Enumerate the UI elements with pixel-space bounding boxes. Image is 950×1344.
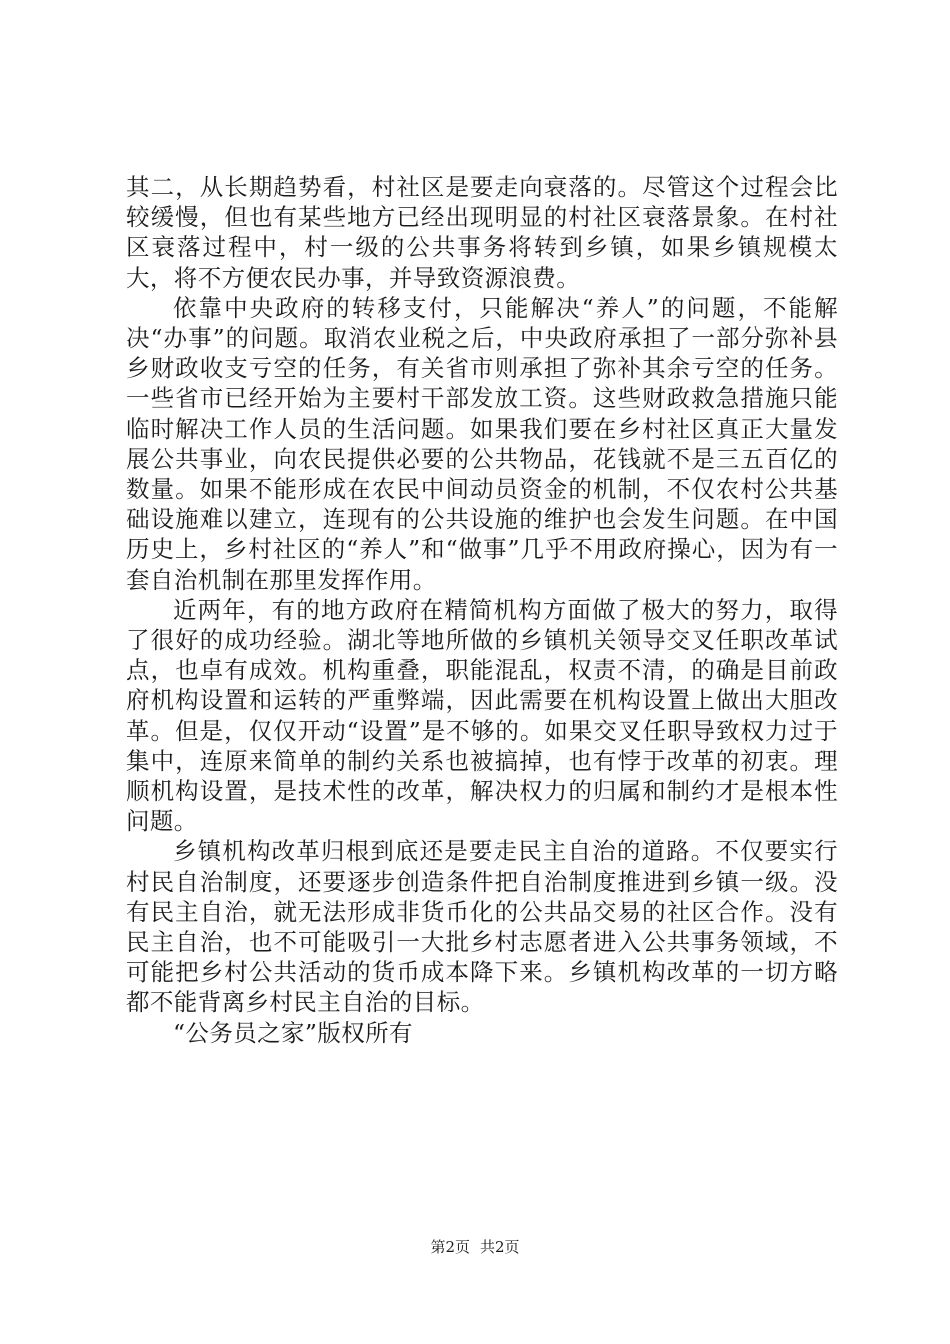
page-footer — [0, 1237, 950, 1257]
copyright-line: “公务员之家”版权所有 — [173, 1018, 413, 1047]
page-number-total: 共2页 — [480, 1238, 520, 1256]
paragraph-2: 依靠中央政府的转移支付，只能解决“养人”的问题，不能解决“办事”的问题。取消农业税之后，中央政府承担了一部分弥补县乡财政收支亏空的任务，有关省市则承担了弥补其余亏空的任务。一些省市已经开始为主要村干部发放工资。这些财政救急措施只能临时解决工作人员的生活问题。如果我们要在乡村社区真正大量发展公共事业，向农民提供必要的公共物品，花钱就不是三五百亿的数量。如果不能形成在农民中间动员资金的机制，不仅农村公共基础设施难以建立，连现有的公共设施的维护也会发生问题。在中国历史上，乡村社区的“养人”和“做事”几乎不用政府操心，因为有一套自治机制在那里发挥作用。 — [126, 293, 838, 594]
paragraph-4: 乡镇机构改革归根到底还是要走民主自治的道路。不仅要实行村民自治制度，还要逐步创造条件把自治制度推进到乡镇一级。没有民主自治，就无法形成非货币化的公共品交易的社区合作。没有民主自治，也不可能吸引一大批乡村志愿者进入公共事务领域，不可能把乡村公共活动的货币成本降下来。乡镇机构改革的一切方略都不能背离乡村民主自治的目标。 — [126, 837, 838, 1017]
paragraph-1: 其二，从长期趋势看，村社区是要走向衰落的。尽管这个过程会比较缓慢，但也有某些地方已经出现明显的村社区衰落景象。在村社区衰落过程中，村一级的公共事务将转到乡镇，如果乡镇规模太大，将不方便农民办事，并导致资源浪费。 — [126, 173, 838, 292]
page-number-current: 第2页 — [430, 1238, 470, 1256]
document-body — [126, 172, 838, 1048]
paragraph-3: 近两年，有的地方政府在精简机构方面做了极大的努力，取得了很好的成功经验。湖北等地所做的乡镇机关领导交叉任职改革试点，也卓有成效。机构重叠，职能混乱，权责不清，的确是目前政府机构设置和运转的严重弊端，因此需要在机构设置上做出大胆改革。但是，仅仅开动“设置”是不够的。如果交叉任职导致权力过于集中，连原来简单的制约关系也被搞掉，也有悖于改革的初衷。理顺机构设置，是技术性的改革，解决权力的归属和制约才是根本性问题。 — [126, 595, 838, 836]
